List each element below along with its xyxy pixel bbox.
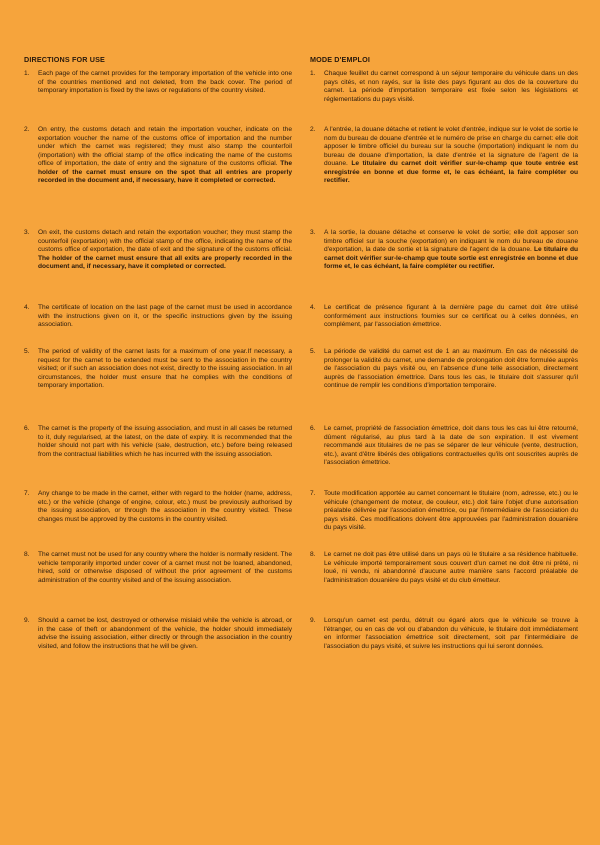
item-number: 9. [310,617,316,624]
item-text: Chaque feuillet du carnet correspond à un séjour temporaire du véhicule dans un des pays cités, et non rayés, sur la liste des pays figurant au dos de la couverture du carnet. La période d'importation temporaire est fixée selon les législations et réglementations du pays visité. [324,70,578,103]
fr-item-2 [310,126,578,186]
fr-item-6 [310,425,578,468]
en-item-4 [24,304,292,330]
fr-item-3 [310,229,578,272]
item-text: La période de validité du carnet est de 1 an au maximum. En cas de nécessité de prolonger la validité du carnet, une demande de prolongation doit être formulée auprès de l'association du pays visité ou, en l'absence d'une telle association, directement auprès de l'association émettrice. Dans tous les cas, le titulaire doit s'assurer qu'il continue de remplir les conditions d'importation temporaire. [324,348,578,389]
item-number: 7. [310,490,316,497]
fr-item-7 [310,490,578,533]
fr-item-8 [310,551,578,585]
item-number: 5. [24,348,30,355]
french-heading: MODE D'EMPLOI [310,55,370,64]
item-text: Each page of the carnet provides for the temporary importation of the vehicle into one of the countries mentioned and not deleted, from the back cover. The period of temporary importation is fixed by the laws or regulations of the country visited. [38,70,292,94]
item-number: 6. [310,425,316,432]
en-item-9 [24,617,292,651]
en-item-5 [24,348,292,391]
item-number: 8. [310,551,316,558]
item-number: 3. [24,229,30,236]
item-number: 3. [310,229,316,236]
en-item-3 [24,229,292,272]
item-number: 1. [310,70,316,77]
item-text: The carnet is the property of the issuing association, and must in all cases be returned to it, duly regularised, at the latest, on the date of expiry. It is recommended that the holder should not part with his vehicle (sale, destruction, etc.) before being released from the contractual liabilities which he has incurred with the issuing association. [38,425,292,458]
item-number: 2. [24,126,30,133]
item-number: 4. [310,304,316,311]
item-text: Any change to be made in the carnet, either with regard to the holder (name, address, etc.) or the vehicle (change of engine, colour, etc.) must be previously authorised by the issuing association, or through the association in the country visited. These changes must be approved by the customs in the country visited. [38,490,292,523]
item-text: On exit, the customs detach and retain the exportation voucher; they must stamp the counterfoil (exportation) with the official stamp of the office, indicating the name of the customs office of exportation, the date of exit and the signature of the customs official. The holder of the carnet must ensure that all exits are properly recorded in the document and, if necessary, have it completed or corrected. [38,229,292,270]
item-text: A la sortie, la douane détache et conserve le volet de sortie; elle doit apposer son timbre officiel sur la souche (exportation) en indiquant le nom du bureau de douane d'exportation, la date de sortie et la signature de l'agent de la douane. Le titulaire du carnet doit vérifier sur-le-champ que toute sortie est enregistrée en bonne et due forme et, le cas échéant, la faire compléter ou rectifier. [324,229,578,270]
en-item-2 [24,126,292,186]
english-heading: DIRECTIONS FOR USE [24,55,105,64]
en-item-7 [24,490,292,524]
item-text: Lorsqu'un carnet est perdu, détruit ou égaré alors que le véhicule se trouve à l'étranger, ou en cas de vol ou d'abandon du véhicule, le titulaire doit immédiatement en informer l'association émettrice soit directement, soit par l'intermédiaire de l'association du pays visité, et suivre les instructions qui lui seront données. [324,617,578,650]
item-text: A l'entrée, la douane détache et retient le volet d'entrée, indique sur le volet de sortie le nom du bureau de douane d'entrée et le numéro de prise en charge du carnet: elle doit apposer le timbre officiel du bureau sur la souche (importation) indiquant le nom du bureau de douane d'importation, la date d'entrée et la signature de l'agent de la douane. Le titulaire du carnet doit vérifier sur-le-champ que toute entrée est enregistrée en bonne et due forme et, le cas échéant, la faire compléter ou rectifier. [324,126,578,184]
en-item-1 [24,70,292,96]
item-text: The certificate of location on the last page of the carnet must be used in accordance with the instructions given on it, or the specific instructions given by the issuing association. [38,304,292,328]
item-number: 2. [310,126,316,133]
item-number: 8. [24,551,30,558]
en-item-8 [24,551,292,585]
item-text: Should a carnet be lost, destroyed or otherwise mislaid while the vehicle is abroad, or in the case of theft or abandonment of the vehicle, the holder should immediately advise the issuing association, either directly or through the association in the country visited, and follow the instructions that he will be given. [38,617,292,650]
fr-item-9 [310,617,578,651]
item-number: 7. [24,490,30,497]
fr-item-1 [310,70,578,104]
item-number: 6. [24,425,30,432]
item-text: Le carnet, propriété de l'association émettrice, doit dans tous les cas lui être retourné, dûment régularisé, au plus tard à la date de son expiration. Il est vivement recommandé aux titulaires de ne pas se séparer de leur véhicule (vente, destruction, etc.), avant d'être libérés des obligations contractuelles qu'ils ont souscrites auprès de l'association émettrice. [324,425,578,466]
item-text: The carnet must not be used for any country where the holder is normally resident. The vehicle temporarily imported under cover of a carnet must not be loaned, abandoned, hired, sold or otherwise disposed of without the prior agreement of the customs administration of the country visited and of the issuing association. [38,551,292,584]
item-text: The period of validity of the carnet lasts for a maximum of one year.If necessary, a request for the carnet to be extended must be sent to the association in the country visited; or if such an association does not exist, directly to the issuing association. In all circumstances, the holder must ensure that he complies with the conditions of temporary importation. [38,348,292,389]
item-number: 9. [24,617,30,624]
item-text: Toute modification apportée au carnet concernant le titulaire (nom, adresse, etc.) ou le véhicule (changement de moteur, de couleur, etc.) doit faire l'objet d'une autorisation préalable délivrée par l'association émettrice, ou par l'intermédiaire de l'association du pays visité. Ces modifications doivent être approuvées par l'administration douanière du pays visité. [324,490,578,531]
fr-item-5 [310,348,578,391]
en-item-6 [24,425,292,459]
item-number: 5. [310,348,316,355]
item-text: Le carnet ne doit pas être utilisé dans un pays où le titulaire a sa résidence habituelle. Le véhicule importé temporairement sous couvert d'un carnet ne doit être ni prêté, ni loué, ni vendu, ni abandonné d'aucune autre manière sans l'accord préalable de l'administration douanière du pays visité et du club émetteur. [324,551,578,584]
fr-item-4 [310,304,578,330]
item-text: Le certificat de présence figurant à la dernière page du carnet doit être utilisé conformément aux instructions fournies sur ce certificat ou à celles données, en complément, par l'association émettrice. [324,304,578,328]
item-number: 4. [24,304,30,311]
item-text: On entry, the customs detach and retain the importation voucher, indicate on the exportation voucher the name of the customs office of importation and the number under which the carnet was registered; they must also stamp the counterfoil (importation) with the official stamp of the office indicating the name of the customs office of importation, the date of entry and the signature of the customs official. The holder of the carnet must ensure on the spot that all entries are properly recorded in the document and, if necessary, have it completed or corrected. [38,126,292,184]
item-number: 1. [24,70,30,77]
